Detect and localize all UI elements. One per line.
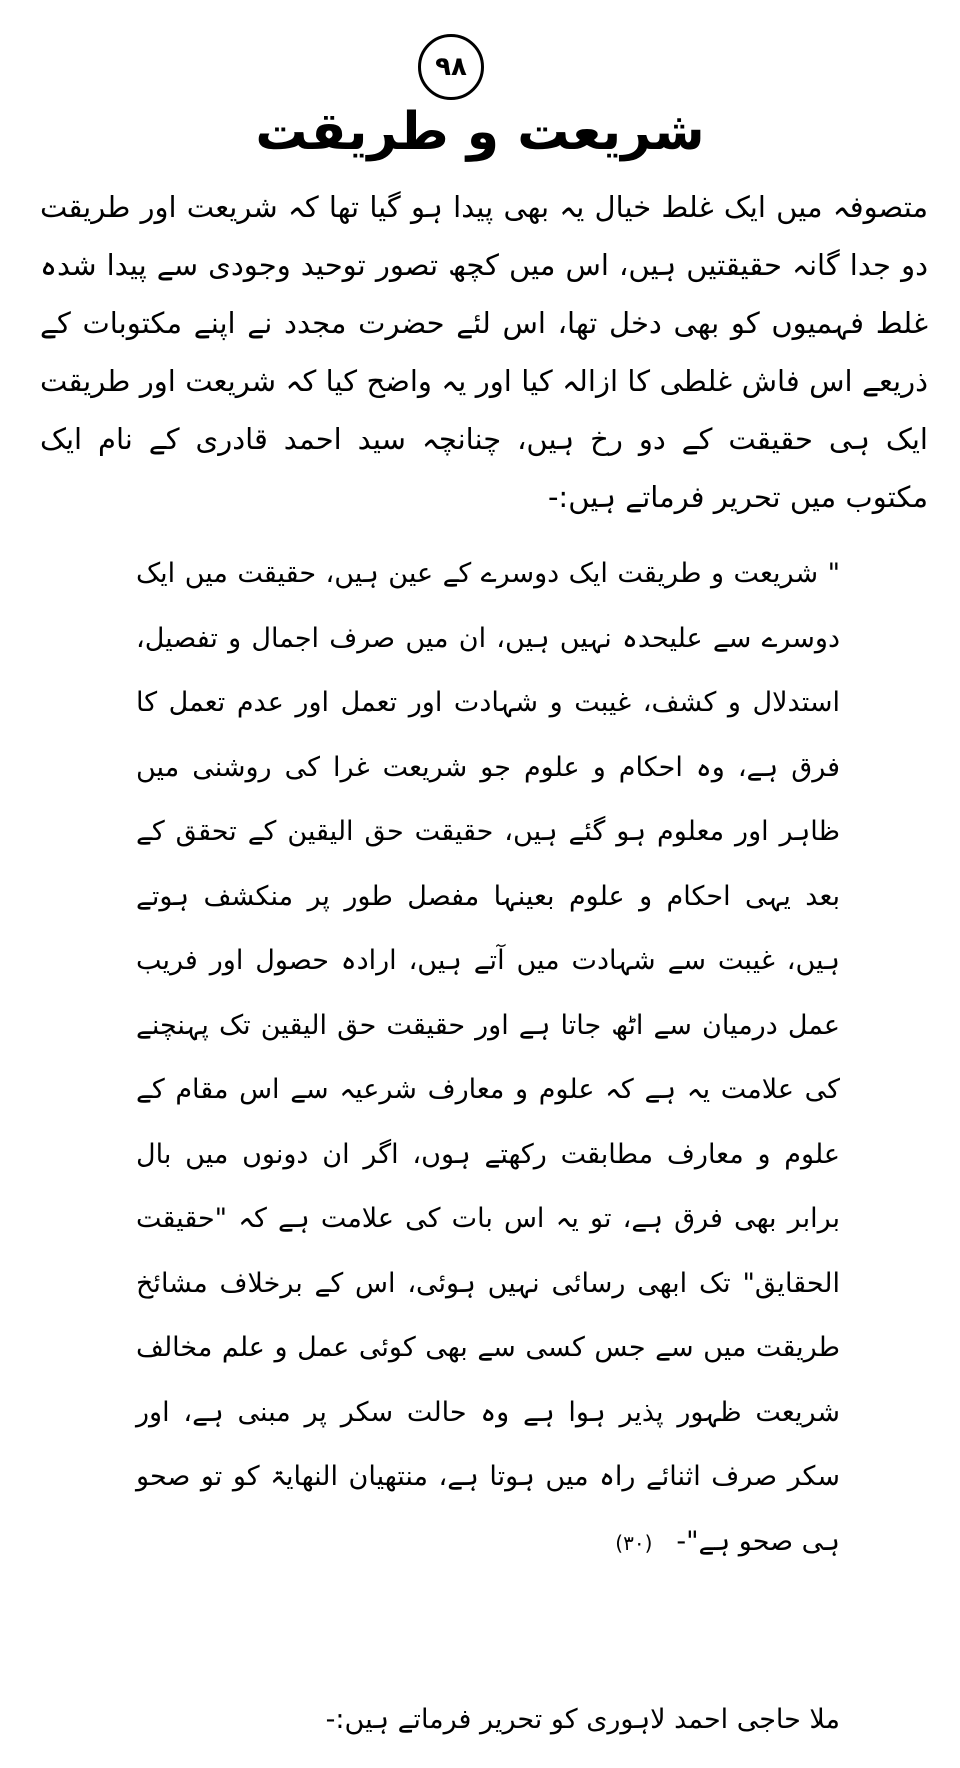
closing-line: ملا حاجی احمد لاہوری کو تحریر فرماتے ہیں:- bbox=[325, 1704, 840, 1735]
intro-paragraph: متصوفہ میں ایک غلط خیال یہ بھی پیدا ہو گیا تھا کہ شریعت اور طریقت دو جدا گانہ حقیقتیں ہیں، اس میں کچھ تصور توحید وجودی سے پیدا شدہ غلط فہمیوں کو بھی دخل تھا، اس لئے حضرت مجدد نے اپنے مکتوبات کے ذریعے اس فاش غلطی کا ازالہ کیا اور یہ واضح کیا کہ شریعت اور طریقت ایک ہی حقیقت کے دو رخ ہیں، چنانچہ سید احمد قادری کے نام ایک مکتوب میں تحریر فرماتے ہیں:- bbox=[40, 190, 928, 514]
block-quote bbox=[136, 542, 840, 1575]
quote-text: " شریعت و طریقت ایک دوسرے کے عین ہیں، حقیقت میں ایک دوسرے سے علیحدہ نہیں ہیں، ان میں صرف اجمال و تفصیل، استدلال و کشف، غیبت و شہادت اور تعمل اور عدم تعمل کا فرق ہے، وہ احکام و علوم جو شریعت غرا کی روشنی میں ظاہر اور معلوم ہو گئے ہیں، حقیقت حق الیقین کے تحقق کے بعد یہی احکام و علوم بعینہا مفصل طور پر منکشف ہوتے ہیں، غیبت سے شہادت میں آتے ہیں، ارادہ حصول اور فریب عمل درمیان سے اٹھ جاتا ہے اور حقیقت حق الیقین تک پہنچنے کی علامت یہ ہے کہ علوم و معارف شرعیہ سے اس مقام کے علوم و معارف مطابقت رکھتے ہوں، اگر ان دونوں میں بال برابر بھی فرق ہے، تو یہ اس بات کی علامت ہے کہ "حقیقت الحقایق" تک ابھی رسائی نہیں ہوئی، اس کے برخلاف مشائخ طریقت میں سے جس کسی سے بھی کوئی عمل و علم مخالف شریعت ظہور پذیر ہوا ہے وہ حالت سکر پر مبنی ہے، اور سکر صرف اثنائے راہ میں ہوتا ہے، منتھیان النھایۃ کو تو صحو ہی صحو ہے"- bbox=[136, 558, 840, 1557]
page-number: ۹۸ bbox=[435, 52, 467, 82]
footnote-reference: (۳۰) bbox=[615, 1530, 653, 1555]
chapter-heading: شریعت و طریقت bbox=[255, 102, 705, 162]
page-number-circle bbox=[418, 34, 484, 100]
